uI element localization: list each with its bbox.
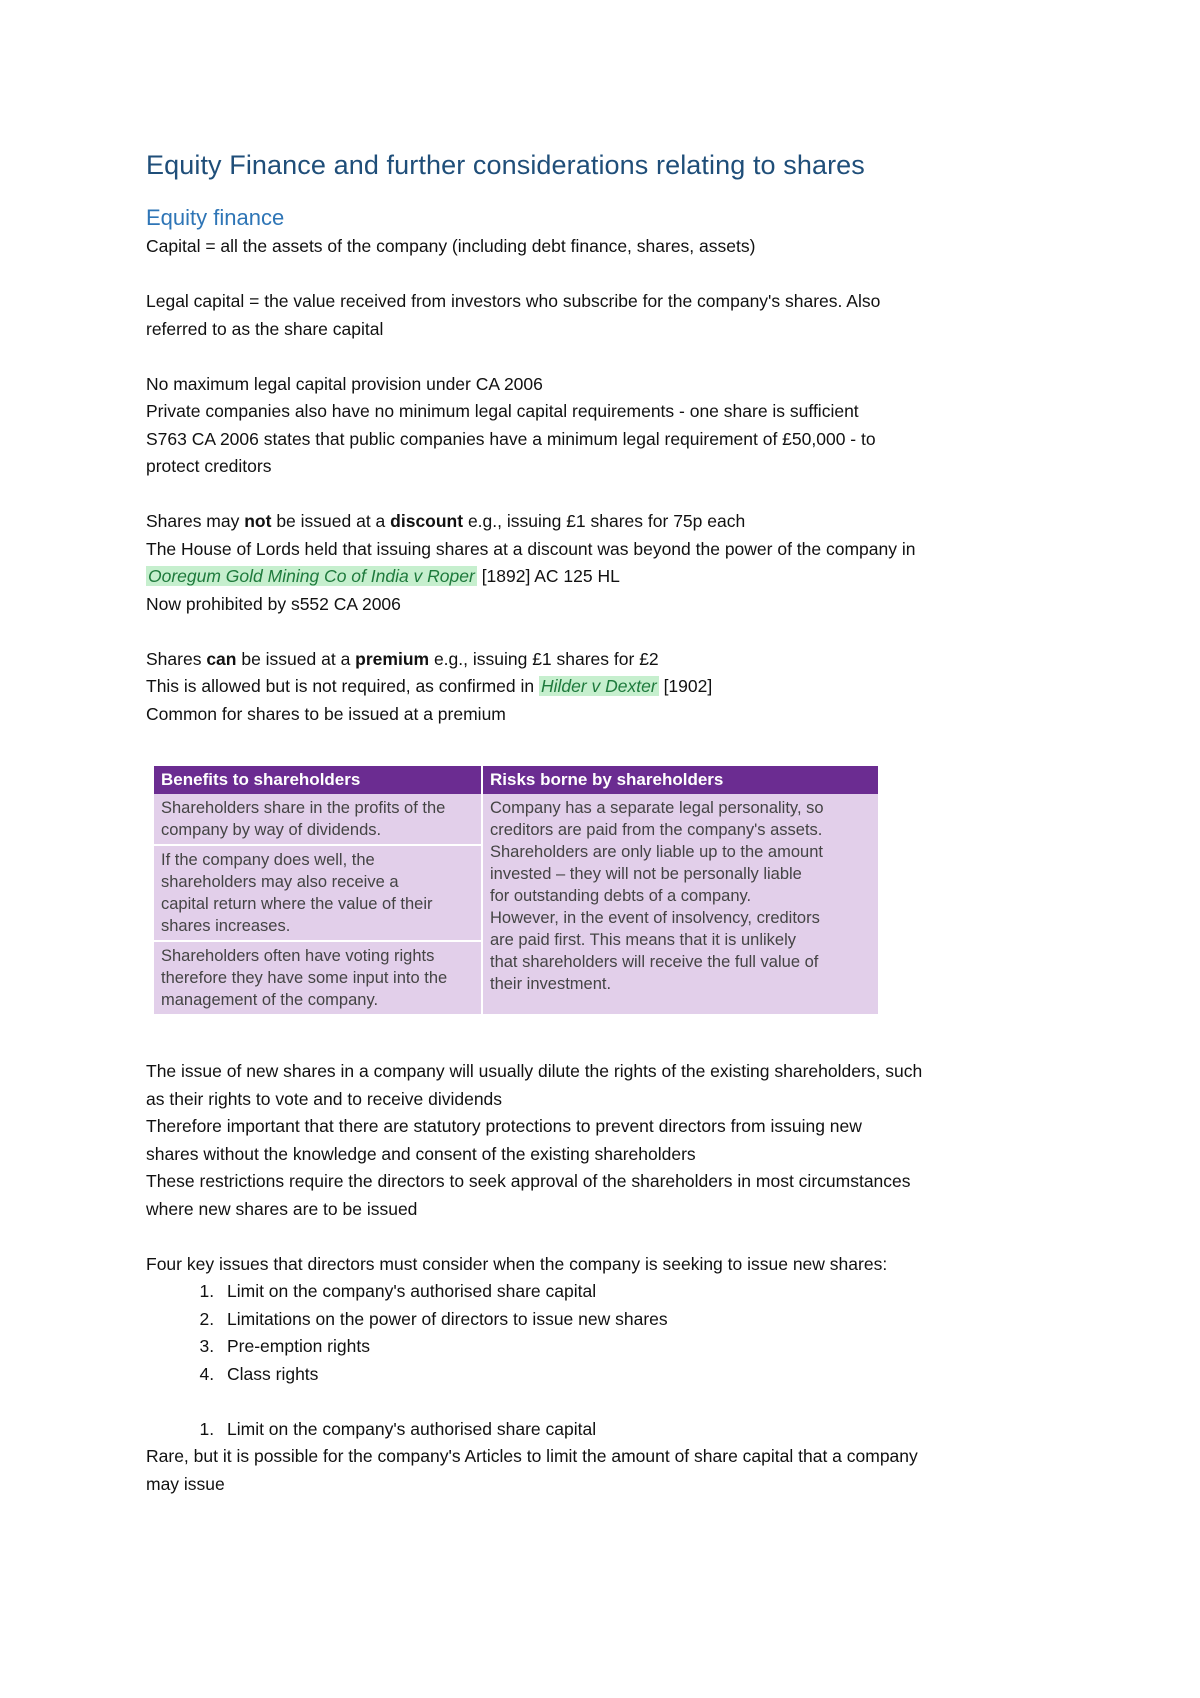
capital-definition: Capital = all the assets of the company (including debt finance, shares, assets) [146, 236, 756, 256]
dilution-line-5: These restrictions require the directors to seek approval of the shareholders in most circumstances [146, 1171, 911, 1191]
hilder-line: This is allowed but is not required, as confirmed in Hilder v Dexter [1902] [146, 676, 713, 696]
s763-line-2: protect creditors [146, 456, 272, 476]
benefit-cell-voting-rights: Shareholders often have voting rights therefore they have some input into the management of the company. [154, 941, 482, 1014]
table-header-benefits: Benefits to shareholders [154, 766, 482, 794]
legal-capital-line-1: Legal capital = the value received from investors who subscribe for the company's shares. Also [146, 291, 881, 311]
private-companies-line: Private companies also have no minimum legal capital requirements - one share is sufficient [146, 401, 859, 421]
legal-capital-line-2: referred to as the share capital [146, 318, 384, 339]
list-item: 1. Limit on the company's authorised share capital [219, 1278, 1086, 1306]
risks-cell: Company has a separate legal personality, so creditors are paid from the company's assets. Shareholders are only liable up to the amount invested – they will not be personally liable for outstanding debts of a company. However, in the event of insolvency, creditors are paid first. This means that it is unlikely that shareholders will receive the full value of their investment. [482, 794, 879, 1014]
dilution-line-2: as their rights to vote and to receive dividends [146, 1088, 503, 1109]
dilution-line-1: The issue of new shares in a company will usually dilute the rights of the existing shareholders, such [146, 1061, 923, 1081]
s763-line-1: S763 CA 2006 states that public companies have a minimum legal requirement of £50,000 - to [146, 428, 876, 449]
sub-heading-item: 1. Limit on the company's authorised share capital [219, 1416, 1086, 1444]
benefit-cell-dividends: Shareholders share in the profits of the company by way of dividends. [154, 794, 482, 845]
case-citation-hilder: Hilder v Dexter [540, 676, 657, 696]
document-body [146, 140, 1086, 1498]
discount-line: Shares may not be issued at a discount e.g., issuing £1 shares for 75p each [146, 511, 746, 531]
table-header-risks: Risks borne by shareholders [482, 766, 879, 794]
ooregum-line: Ooregum Gold Mining Co of India v Roper [1892] AC 125 HL [148, 566, 620, 586]
benefits-risks-table [154, 766, 880, 1014]
prohibited-line: Now prohibited by s552 CA 2006 [146, 593, 401, 614]
common-premium-line: Common for shares to be issued at a premium [146, 703, 506, 724]
page-title: Equity Finance and further considerations relating to shares [146, 150, 865, 180]
dilution-line-6: where new shares are to be issued [146, 1198, 418, 1219]
section-heading: Equity finance [146, 205, 285, 230]
dilution-line-3: Therefore important that there are statutory protections to prevent directors from issuing new [146, 1116, 862, 1136]
list-item: 3. Pre-emption rights [219, 1333, 1086, 1361]
rare-line-2: may issue [146, 1473, 225, 1494]
four-issues-list [146, 1278, 1086, 1388]
four-issues-intro: Four key issues that directors must consider when the company is seeking to issue new shares: [146, 1253, 888, 1274]
sub-heading-list [146, 1416, 1086, 1444]
dilution-line-4: shares without the knowledge and consent of the existing shareholders [146, 1143, 696, 1164]
benefit-cell-capital-return: If the company does well, the shareholders may also receive a capital return where the value of their shares increases. [154, 845, 482, 941]
premium-line: Shares can be issued at a premium e.g., issuing £1 shares for £2 [146, 648, 659, 669]
list-item: 4. Class rights [219, 1361, 1086, 1389]
case-citation-ooregum: Ooregum Gold Mining Co of India v Roper [148, 566, 475, 586]
no-maximum-line: No maximum legal capital provision under CA 2006 [146, 373, 543, 394]
rare-line-1: Rare, but it is possible for the company's Articles to limit the amount of share capital that a company [146, 1446, 918, 1466]
list-item: 2. Limitations on the power of directors to issue new shares [219, 1306, 1086, 1334]
house-of-lords-line: The House of Lords held that issuing shares at a discount was beyond the power of the company in [146, 538, 916, 559]
